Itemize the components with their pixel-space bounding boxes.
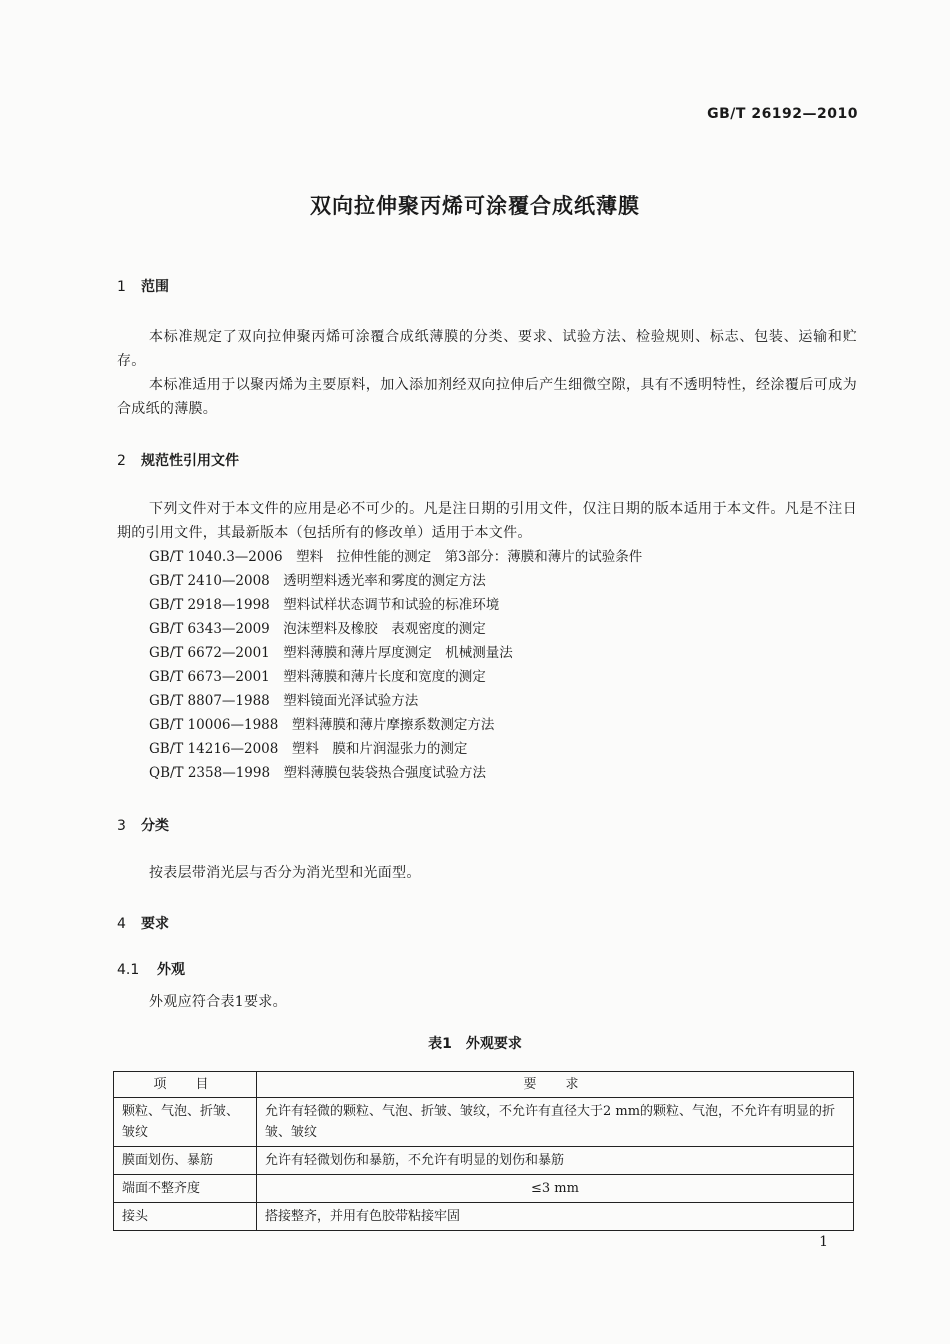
table-cell-requirement: 搭接整齐，并用有色胶带粘接牢固 <box>257 1203 854 1231</box>
subsection-number: 4.1 <box>117 962 140 978</box>
appearance-table <box>113 1071 854 1231</box>
reference-code: GB/T 14216—2008 <box>149 741 279 757</box>
reference-title: 透明塑料透光率和雾度的测定方法 <box>283 573 486 589</box>
reference-item <box>149 665 486 689</box>
section-1-heading <box>117 276 169 296</box>
reference-item <box>149 689 418 713</box>
reference-code: QB/T 2358—1998 <box>149 765 271 781</box>
section-title: 要求 <box>141 916 169 932</box>
section-4-heading <box>117 913 169 933</box>
table-row <box>114 1175 854 1203</box>
section-number: 2 <box>117 453 126 469</box>
column-header-item: 项 目 <box>114 1072 257 1098</box>
table-caption: 表1 外观要求 <box>428 1036 522 1052</box>
table-cell-requirement: 允许有轻微划伤和暴筋，不允许有明显的划伤和暴筋 <box>257 1147 854 1175</box>
reference-title: 塑料薄膜和薄片厚度测定 机械测量法 <box>283 645 513 661</box>
reference-code: GB/T 6673—2001 <box>149 669 270 685</box>
section-number: 1 <box>117 279 126 295</box>
section-title: 规范性引用文件 <box>141 453 239 469</box>
table-cell-item: 接头 <box>114 1203 257 1231</box>
reference-code: GB/T 2918—1998 <box>149 597 270 613</box>
scope-paragraph: 本标准适用于以聚丙烯为主要原料，加入添加剂经双向拉伸后产生细微空隙，具有不透明特性，经涂覆后可成为合成纸的薄膜。 <box>117 377 857 417</box>
reference-code: GB/T 10006—1988 <box>149 717 279 733</box>
reference-title: 塑料薄膜和薄片摩擦系数测定方法 <box>291 717 495 733</box>
table-row <box>114 1098 854 1147</box>
reference-title: 塑料薄膜和薄片长度和宽度的测定 <box>283 669 486 685</box>
table-cell-item: 颗粒、气泡、折皱、皱纹 <box>114 1098 257 1147</box>
table-cell-item: 膜面划伤、暴筋 <box>114 1147 257 1175</box>
subsection-title: 外观 <box>157 962 185 978</box>
scope-paragraph: 本标准规定了双向拉伸聚丙烯可涂覆合成纸薄膜的分类、要求、试验方法、检验规则、标志、包装、运输和贮存。 <box>117 329 857 369</box>
reference-item <box>149 569 486 593</box>
classification-text: 按表层带消光层与否分为消光型和光面型。 <box>149 865 421 881</box>
section-title: 分类 <box>141 818 169 834</box>
section-title: 范围 <box>141 279 169 295</box>
reference-code: GB/T 6343—2009 <box>149 621 270 637</box>
column-header-requirement: 要 求 <box>257 1072 854 1098</box>
table-row <box>114 1147 854 1175</box>
section-number: 3 <box>117 818 126 834</box>
section-3-heading <box>117 815 169 835</box>
reference-item <box>149 761 486 785</box>
table-cell-item: 端面不整齐度 <box>114 1175 257 1203</box>
reference-item <box>149 737 467 761</box>
standard-number: GB/T 26192—2010 <box>707 106 858 122</box>
reference-title: 塑料试样状态调节和试验的标准环境 <box>283 597 500 613</box>
section-number: 4 <box>117 916 126 932</box>
appearance-text: 外观应符合表1要求。 <box>149 994 287 1010</box>
reference-item <box>149 617 486 641</box>
table-cell-requirement: ≤3 mm <box>257 1175 854 1203</box>
table-row <box>114 1203 854 1231</box>
section-2-heading <box>117 450 239 470</box>
table-cell-requirement: 允许有轻微的颗粒、气泡、折皱、皱纹，不允许有直径大于2 mm的颗粒、气泡，不允许有明显的折皱、皱纹 <box>257 1098 854 1147</box>
reference-item <box>149 641 513 665</box>
reference-title: 塑料镜面光泽试验方法 <box>283 693 419 709</box>
reference-code: GB/T 8807—1988 <box>149 693 270 709</box>
document-title: 双向拉伸聚丙烯可涂覆合成纸薄膜 <box>310 194 640 218</box>
reference-title: 塑料薄膜包装袋热合强度试验方法 <box>283 765 487 781</box>
table-header-row <box>114 1072 854 1098</box>
reference-item <box>149 713 494 737</box>
reference-code: GB/T 2410—2008 <box>149 573 270 589</box>
reference-title: 泡沫塑料及橡胶 表观密度的测定 <box>283 621 486 637</box>
reference-code: GB/T 6672—2001 <box>149 645 270 661</box>
reference-item <box>149 545 642 569</box>
reference-title: 塑料 膜和片润湿张力的测定 <box>291 741 468 757</box>
reference-title: 塑料 拉伸性能的测定 第3部分：薄膜和薄片的试验条件 <box>296 549 643 565</box>
references-intro: 下列文件对于本文件的应用是必不可少的。凡是注日期的引用文件，仅注日期的版本适用于本文件。凡是不注日期的引用文件，其最新版本（包括所有的修改单）适用于本文件。 <box>117 501 857 541</box>
reference-item <box>149 593 499 617</box>
reference-code: GB/T 1040.3—2006 <box>149 549 283 565</box>
page-number: 1 <box>819 1234 828 1250</box>
subsection-4-1-heading <box>117 959 185 979</box>
